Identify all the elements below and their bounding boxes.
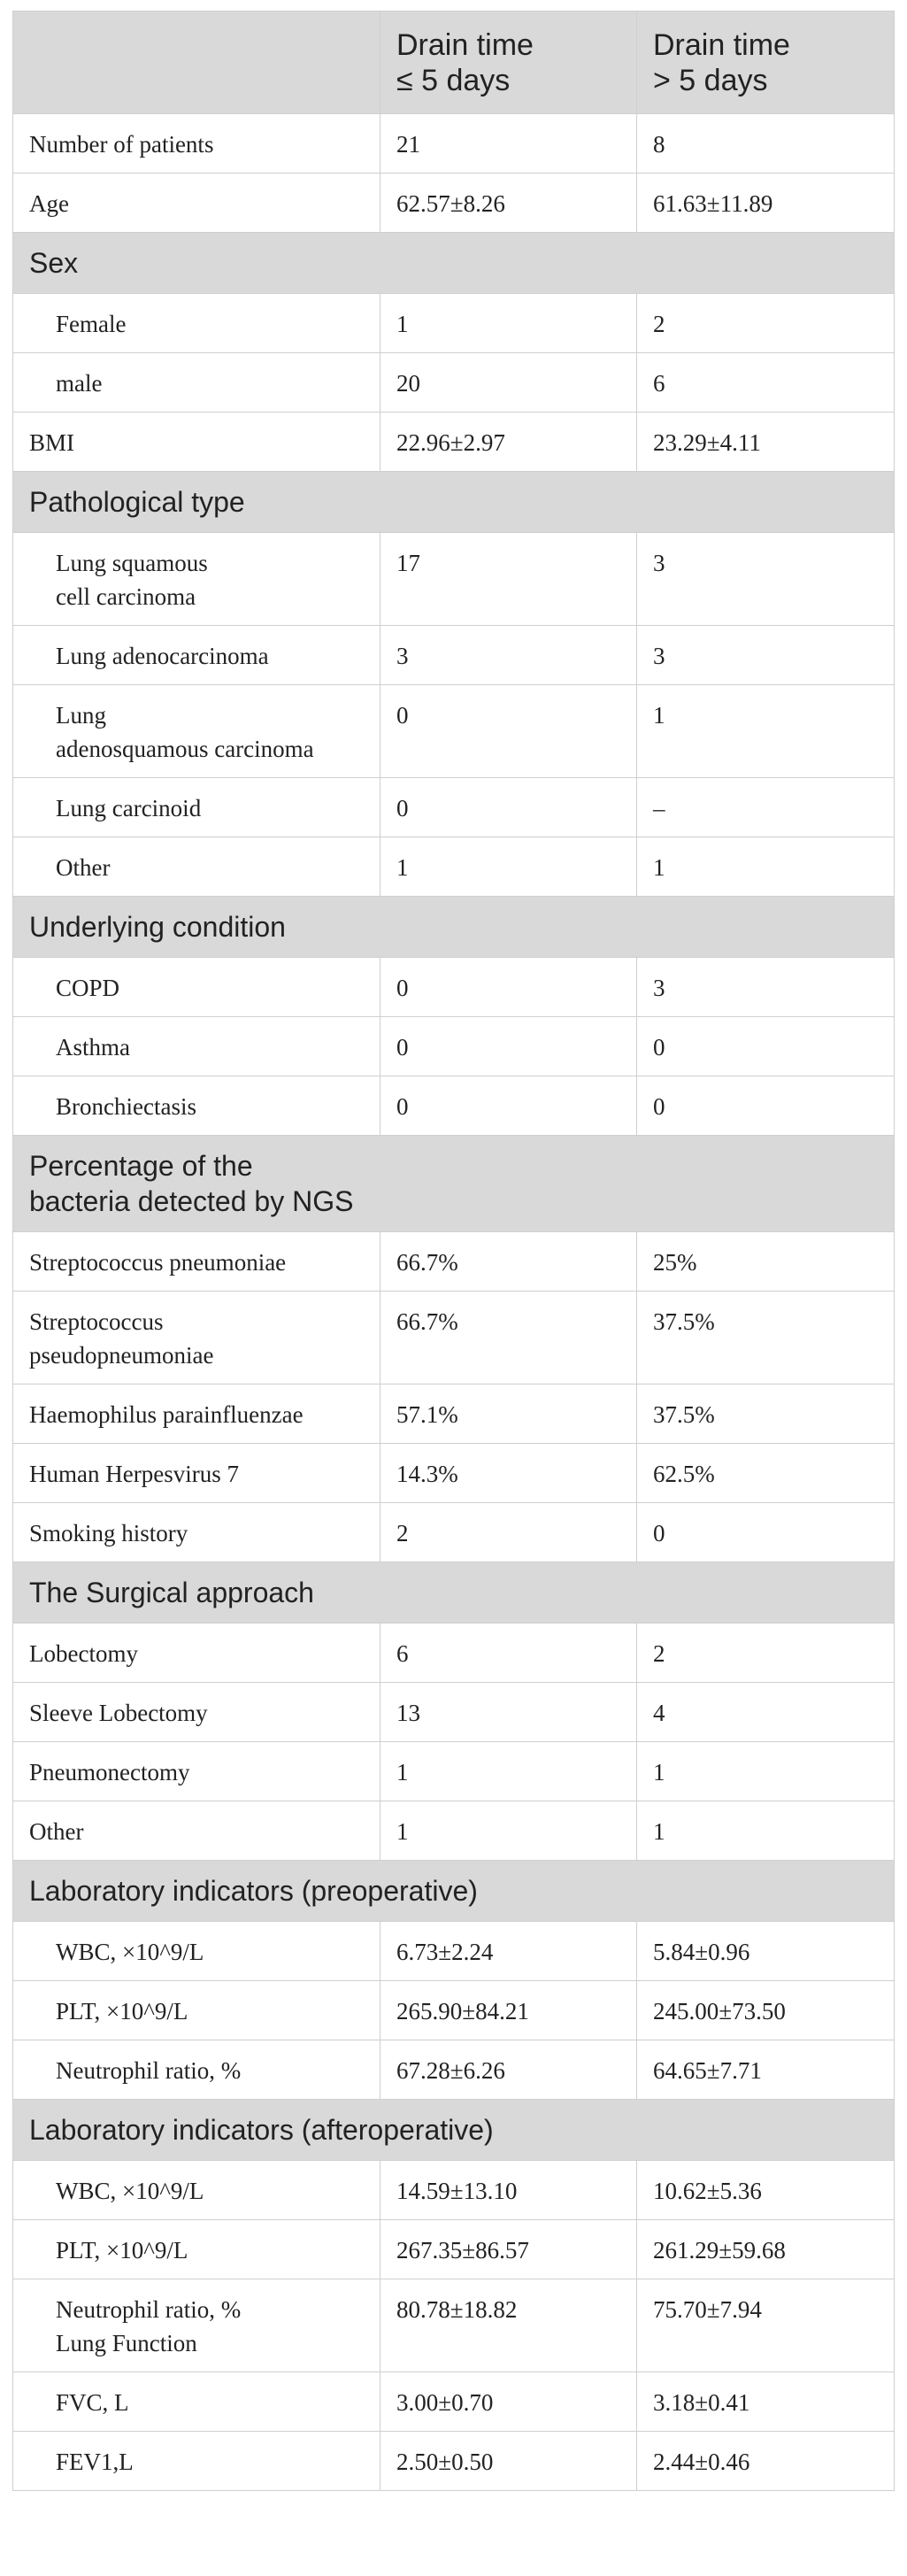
value-drain-le-5-days: 14.3% xyxy=(380,1444,637,1503)
row-label: Sleeve Lobectomy xyxy=(13,1683,380,1742)
value-drain-gt-5-days: 3 xyxy=(637,626,895,685)
section-header-row xyxy=(13,897,895,958)
row-label: Neutrophil ratio, % Lung Function xyxy=(13,2279,380,2372)
row-label: Human Herpesvirus 7 xyxy=(13,1444,380,1503)
table-row xyxy=(13,2279,895,2372)
row-label: FEV1,L xyxy=(13,2432,380,2491)
value-drain-gt-5-days: 1 xyxy=(637,837,895,897)
value-drain-le-5-days: 0 xyxy=(380,1017,637,1076)
section-title: Laboratory indicators (preoperative) xyxy=(13,1861,895,1922)
value-drain-gt-5-days: 75.70±7.94 xyxy=(637,2279,895,2372)
section-title: Underlying condition xyxy=(13,897,895,958)
row-label: WBC, ×10^9/L xyxy=(13,1922,380,1981)
value-drain-gt-5-days: 4 xyxy=(637,1683,895,1742)
value-drain-le-5-days: 1 xyxy=(380,1742,637,1801)
table-row xyxy=(13,626,895,685)
value-drain-gt-5-days: 1 xyxy=(637,685,895,778)
value-drain-gt-5-days: 23.29±4.11 xyxy=(637,413,895,472)
value-drain-gt-5-days: 62.5% xyxy=(637,1444,895,1503)
value-drain-le-5-days: 0 xyxy=(380,958,637,1017)
value-drain-gt-5-days: 10.62±5.36 xyxy=(637,2161,895,2220)
value-drain-le-5-days: 21 xyxy=(380,114,637,174)
value-drain-le-5-days: 20 xyxy=(380,353,637,413)
value-drain-gt-5-days: 1 xyxy=(637,1801,895,1861)
row-label: Lobectomy xyxy=(13,1623,380,1683)
value-drain-gt-5-days: 2 xyxy=(637,1623,895,1683)
row-label: Lung adenocarcinoma xyxy=(13,626,380,685)
value-drain-le-5-days: 17 xyxy=(380,533,637,626)
row-label: BMI xyxy=(13,413,380,472)
value-drain-le-5-days: 265.90±84.21 xyxy=(380,1981,637,2040)
value-drain-le-5-days: 80.78±18.82 xyxy=(380,2279,637,2372)
value-drain-le-5-days: 3 xyxy=(380,626,637,685)
row-label: Asthma xyxy=(13,1017,380,1076)
value-drain-le-5-days: 22.96±2.97 xyxy=(380,413,637,472)
patient-characteristics-table xyxy=(12,11,895,2491)
value-drain-gt-5-days: 37.5% xyxy=(637,1384,895,1444)
row-label: Neutrophil ratio, % xyxy=(13,2040,380,2100)
value-drain-le-5-days: 2 xyxy=(380,1503,637,1562)
value-drain-gt-5-days: 0 xyxy=(637,1503,895,1562)
table-row xyxy=(13,1801,895,1861)
value-drain-le-5-days: 66.7% xyxy=(380,1232,637,1292)
value-drain-le-5-days: 267.35±86.57 xyxy=(380,2220,637,2279)
value-drain-le-5-days: 13 xyxy=(380,1683,637,1742)
header-blank-cell xyxy=(13,12,380,114)
value-drain-le-5-days: 6.73±2.24 xyxy=(380,1922,637,1981)
value-drain-gt-5-days: 64.65±7.71 xyxy=(637,2040,895,2100)
table-row xyxy=(13,778,895,837)
table-row xyxy=(13,114,895,174)
table-row xyxy=(13,1076,895,1136)
value-drain-gt-5-days: 245.00±73.50 xyxy=(637,1981,895,2040)
section-title: Percentage of the bacteria detected by NGS xyxy=(13,1136,895,1232)
value-drain-gt-5-days: 3 xyxy=(637,958,895,1017)
row-label: Streptococcus pseudopneumoniae xyxy=(13,1292,380,1384)
value-drain-le-5-days: 2.50±0.50 xyxy=(380,2432,637,2491)
value-drain-gt-5-days: 261.29±59.68 xyxy=(637,2220,895,2279)
row-label: FVC, L xyxy=(13,2372,380,2432)
table-row xyxy=(13,1742,895,1801)
table-row xyxy=(13,1444,895,1503)
value-drain-gt-5-days: 5.84±0.96 xyxy=(637,1922,895,1981)
section-header-row xyxy=(13,1861,895,1922)
table-row xyxy=(13,1683,895,1742)
value-drain-gt-5-days: 3.18±0.41 xyxy=(637,2372,895,2432)
header-row xyxy=(13,12,895,114)
row-label: Other xyxy=(13,1801,380,1861)
table-container xyxy=(12,11,894,2491)
table-row xyxy=(13,1981,895,2040)
table-row xyxy=(13,1232,895,1292)
header-drain-gt-5-days: Drain time > 5 days xyxy=(637,12,895,114)
row-label: PLT, ×10^9/L xyxy=(13,2220,380,2279)
value-drain-le-5-days: 67.28±6.26 xyxy=(380,2040,637,2100)
row-label: Lung squamous cell carcinoma xyxy=(13,533,380,626)
row-label: Bronchiectasis xyxy=(13,1076,380,1136)
value-drain-le-5-days: 62.57±8.26 xyxy=(380,174,637,233)
row-label: Lung carcinoid xyxy=(13,778,380,837)
value-drain-le-5-days: 0 xyxy=(380,1076,637,1136)
table-row xyxy=(13,1503,895,1562)
row-label: Lung adenosquamous carcinoma xyxy=(13,685,380,778)
value-drain-gt-5-days: – xyxy=(637,778,895,837)
table-row xyxy=(13,1922,895,1981)
table-row xyxy=(13,2372,895,2432)
value-drain-gt-5-days: 0 xyxy=(637,1076,895,1136)
section-header-row xyxy=(13,2100,895,2161)
row-label: Streptococcus pneumoniae xyxy=(13,1232,380,1292)
table-row xyxy=(13,174,895,233)
row-label: Pneumonectomy xyxy=(13,1742,380,1801)
table-row xyxy=(13,353,895,413)
row-label: WBC, ×10^9/L xyxy=(13,2161,380,2220)
value-drain-gt-5-days: 6 xyxy=(637,353,895,413)
value-drain-gt-5-days: 61.63±11.89 xyxy=(637,174,895,233)
table-row xyxy=(13,1623,895,1683)
value-drain-le-5-days: 66.7% xyxy=(380,1292,637,1384)
table-row xyxy=(13,294,895,353)
table-row xyxy=(13,2432,895,2491)
value-drain-le-5-days: 0 xyxy=(380,778,637,837)
row-label: Smoking history xyxy=(13,1503,380,1562)
section-header-row xyxy=(13,1136,895,1232)
row-label: Other xyxy=(13,837,380,897)
table-body xyxy=(13,114,895,2491)
table-row xyxy=(13,958,895,1017)
row-label: Haemophilus parainfluenzae xyxy=(13,1384,380,1444)
table-header xyxy=(13,12,895,114)
table-row xyxy=(13,2040,895,2100)
header-drain-le-5-days: Drain time ≤ 5 days xyxy=(380,12,637,114)
value-drain-le-5-days: 1 xyxy=(380,837,637,897)
value-drain-gt-5-days: 2.44±0.46 xyxy=(637,2432,895,2491)
row-label: COPD xyxy=(13,958,380,1017)
value-drain-gt-5-days: 37.5% xyxy=(637,1292,895,1384)
row-label: Female xyxy=(13,294,380,353)
row-label: PLT, ×10^9/L xyxy=(13,1981,380,2040)
value-drain-le-5-days: 3.00±0.70 xyxy=(380,2372,637,2432)
section-title: The Surgical approach xyxy=(13,1562,895,1623)
value-drain-le-5-days: 1 xyxy=(380,1801,637,1861)
table-row xyxy=(13,685,895,778)
value-drain-le-5-days: 6 xyxy=(380,1623,637,1683)
table-row xyxy=(13,1384,895,1444)
value-drain-le-5-days: 14.59±13.10 xyxy=(380,2161,637,2220)
section-title: Sex xyxy=(13,233,895,294)
table-row xyxy=(13,2161,895,2220)
table-row xyxy=(13,533,895,626)
value-drain-gt-5-days: 2 xyxy=(637,294,895,353)
section-header-row xyxy=(13,1562,895,1623)
value-drain-le-5-days: 1 xyxy=(380,294,637,353)
table-row xyxy=(13,1017,895,1076)
section-header-row xyxy=(13,472,895,533)
row-label: male xyxy=(13,353,380,413)
table-row xyxy=(13,413,895,472)
value-drain-gt-5-days: 8 xyxy=(637,114,895,174)
section-header-row xyxy=(13,233,895,294)
section-title: Pathological type xyxy=(13,472,895,533)
value-drain-le-5-days: 57.1% xyxy=(380,1384,637,1444)
value-drain-gt-5-days: 1 xyxy=(637,1742,895,1801)
table-row xyxy=(13,837,895,897)
row-label: Number of patients xyxy=(13,114,380,174)
table-row xyxy=(13,2220,895,2279)
value-drain-gt-5-days: 3 xyxy=(637,533,895,626)
value-drain-gt-5-days: 0 xyxy=(637,1017,895,1076)
row-label: Age xyxy=(13,174,380,233)
section-title: Laboratory indicators (afteroperative) xyxy=(13,2100,895,2161)
table-row xyxy=(13,1292,895,1384)
value-drain-le-5-days: 0 xyxy=(380,685,637,778)
value-drain-gt-5-days: 25% xyxy=(637,1232,895,1292)
